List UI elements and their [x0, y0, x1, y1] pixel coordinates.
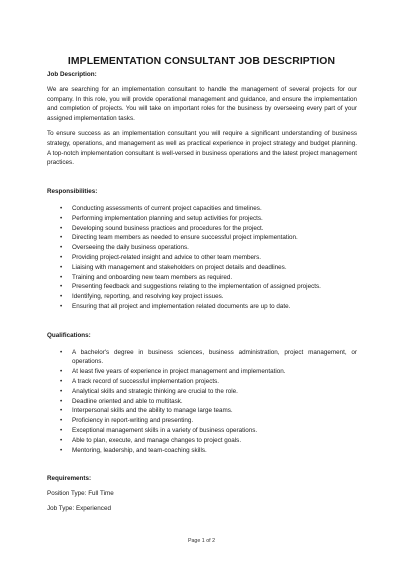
list-item: • Mentoring, leadership, and team-coaching skills.	[47, 446, 357, 456]
requirements-heading: Requirements:	[47, 475, 92, 483]
document-title: IMPLEMENTATION CONSULTANT JOB DESCRIPTION	[67, 56, 336, 67]
list-item: • Proficiency in report-writing and presenting.	[47, 416, 357, 426]
list-item: • Analytical skills and strategic thinking are crucial to the role.	[47, 387, 357, 397]
list-item: • Able to plan, execute, and manage changes to project goals.	[47, 436, 357, 446]
responsibilities-heading: Responsibilities:	[47, 188, 98, 196]
responsibilities-list	[47, 204, 357, 312]
list-item: • Conducting assessments of current project capacities and timelines.	[47, 204, 357, 214]
job-description-paragraph: We are searching for an implementation consultant to handle the management of several projects for our company. In this role, you will provide operational management and guidance, and ensure the implementation and completion of projects. You will take on important roles for the business by overseeing every part of your assigned implementation tasks.	[47, 85, 357, 123]
list-item: • Training and onboarding new team members as required.	[47, 273, 357, 283]
list-item: • Ensuring that all project and implementation related documents are up to date.	[47, 302, 357, 312]
list-item: • Directing team members as needed to ensure successful project implementation.	[47, 233, 357, 243]
list-item: • Liaising with management and stakeholders on project details and deadlines.	[47, 263, 357, 273]
list-item: • Developing sound business practices and procedures for the project.	[47, 224, 357, 234]
list-item: • A bachelor's degree in business sciences, business administration, project management, or operations.	[47, 348, 357, 368]
job-description-paragraph: To ensure success as an implementation consultant you will require a significant understanding of business strategy, operations, and management as well as practical experience in project strategy and budget planning. A top-notch implementation consultant is well-versed in business operations and the latest project management practices.	[47, 129, 357, 167]
list-item: • Overseeing the daily business operations.	[47, 243, 357, 253]
document-body	[47, 70, 357, 514]
job-type: Job Type: Experienced	[47, 504, 111, 512]
page-number: Page 1 of 2	[187, 538, 216, 544]
list-item: • Identifying, reporting, and resolving key project issues.	[47, 292, 357, 302]
list-item: • Presenting feedback and suggestions relating to the implementation of assigned projects.	[47, 282, 357, 292]
list-item: • Performing implementation planning and setup activities for projects.	[47, 214, 357, 224]
qualifications-list	[47, 348, 357, 456]
list-item: • Interpersonal skills and the ability to manage large teams.	[47, 406, 357, 416]
list-item: • Deadline oriented and able to multitask.	[47, 397, 357, 407]
list-item: • A track record of successful implementation projects.	[47, 377, 357, 387]
list-item: • At least five years of experience in project management and implementation.	[47, 367, 357, 377]
list-item: • Providing project-related insight and advice to other team members.	[47, 253, 357, 263]
job-description-heading: Job Description:	[47, 71, 97, 78]
position-type: Position Type: Full Time	[47, 490, 114, 498]
qualifications-heading: Qualifications:	[47, 331, 91, 339]
list-item: • Exceptional management skills in a variety of business operations.	[47, 426, 357, 436]
